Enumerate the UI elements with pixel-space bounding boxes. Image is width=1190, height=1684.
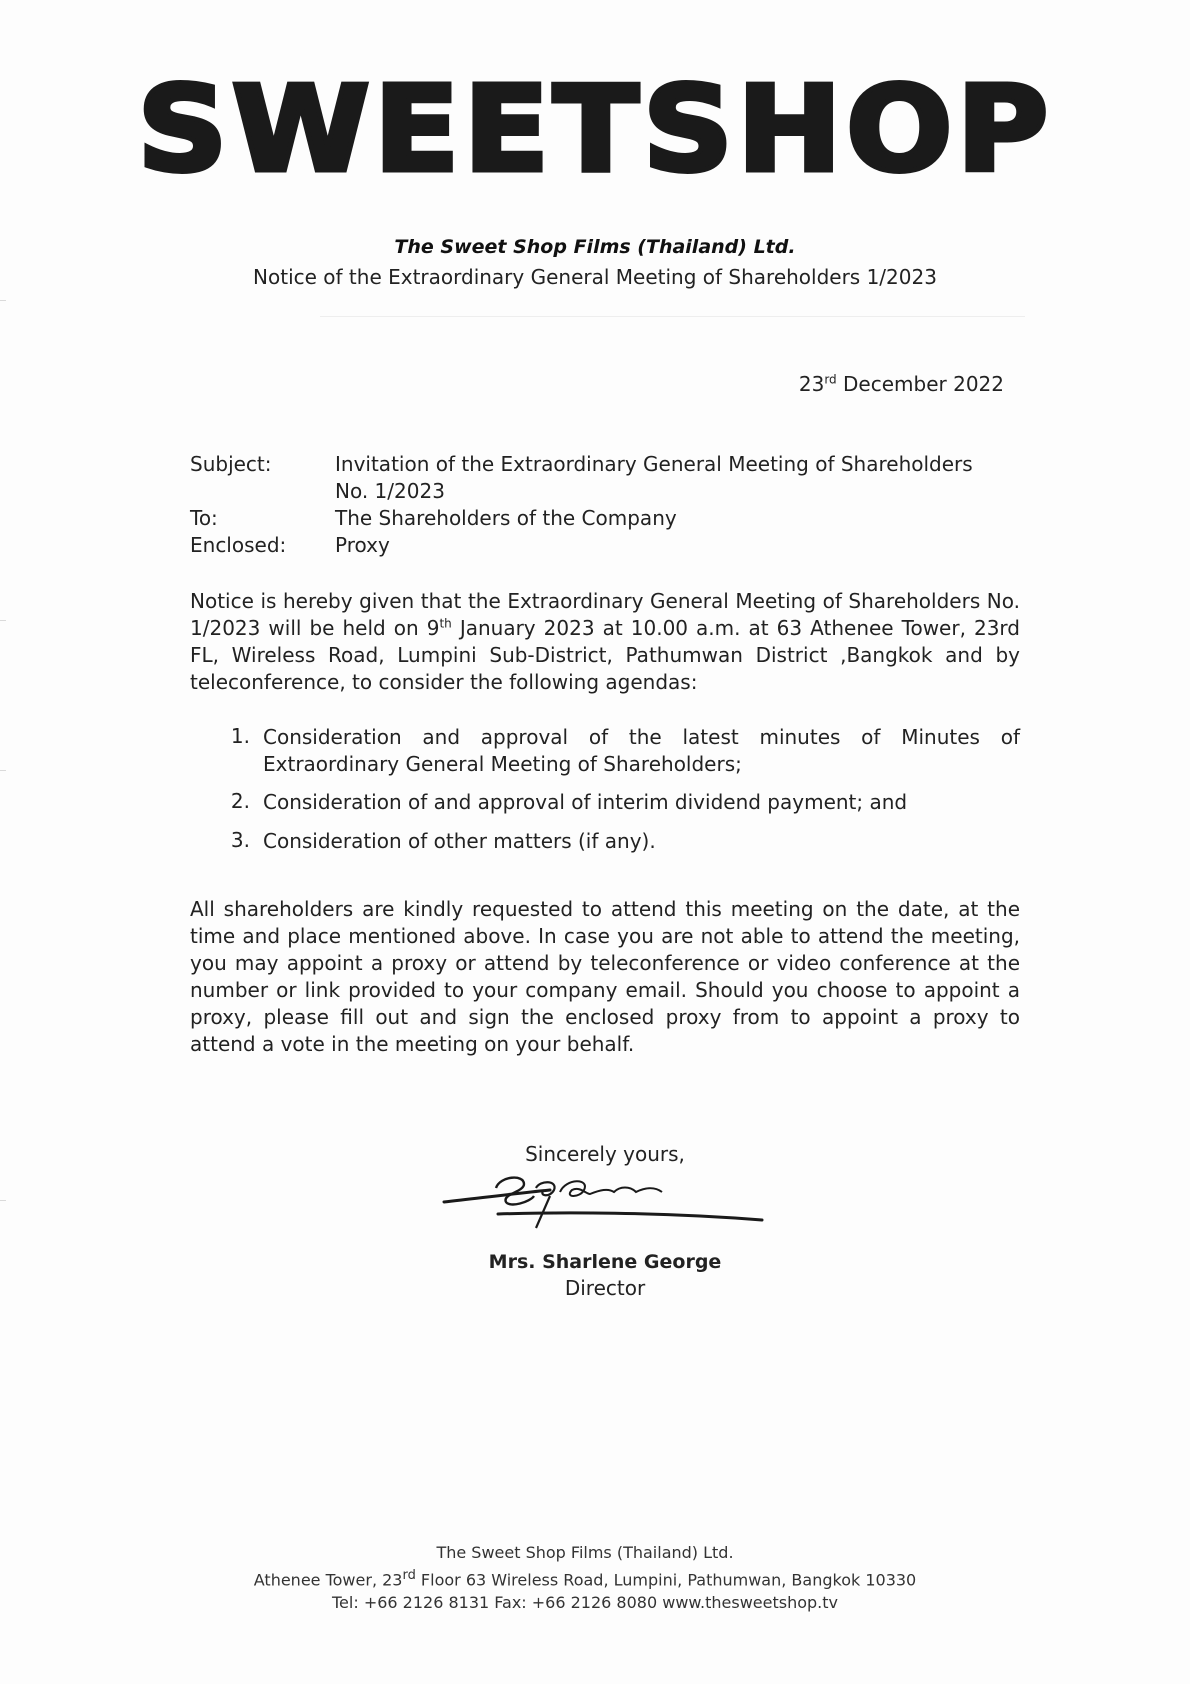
closing-paragraph: All shareholders are kindly requested to attend this meeting on the date, at the time and place mentioned above. In case you are not able to attend the meeting, you may appoint a proxy or attend by teleconference or video conference at the number or link provided to your company email. Should you choose to appoint a proxy, please fill out and sign the enclosed proxy from to appoint a proxy to attend a vote in the meeting on your behalf.: [190, 897, 1020, 1056]
agenda-number: 3.: [230, 828, 250, 852]
agenda-item: Consideration and approval of the latest minutes of Minutes of Extraordinary General Meeting of Shareholders;: [263, 725, 1020, 776]
enclosed-value: Proxy: [335, 533, 390, 557]
agenda-item: Consideration of and approval of interim dividend payment; and: [263, 790, 908, 814]
enclosed-label: Enclosed:: [190, 533, 287, 557]
scan-edge-mark: [0, 620, 6, 621]
scan-edge-mark: [0, 1200, 6, 1201]
footer-address-b: Floor 63 Wireless Road, Lumpini, Pathumwan, Bangkok 10330: [415, 1570, 917, 1590]
notice-part-2: January 2023 at 10.00 a.m. at 63 Athenee Tower, 23rd FL, Wireless Road, Lumpini Sub-District, Pathumwan District ,Bangkok and by teleconference, to consider the following agendas:: [190, 616, 1021, 694]
footer-address-sup: rd: [402, 1568, 416, 1583]
signatory-name: Mrs. Sharlene George: [488, 1251, 722, 1273]
agenda-number: 1.: [230, 724, 250, 748]
notice-sup: th: [439, 616, 452, 631]
date-rest: December 2022: [836, 372, 1004, 396]
date-suffix: rd: [824, 372, 837, 387]
footer-address: [0, 1568, 1170, 1589]
notice-paragraph: [190, 588, 1020, 696]
footer-contact: Tel: +66 2126 8131 Fax: +66 2126 8080 www.thesweetshop.tv: [332, 1593, 838, 1612]
salutation: Sincerely yours,: [525, 1142, 685, 1166]
notice-title: Notice of the Extraordinary General Meeting of Shareholders 1/2023: [253, 265, 937, 289]
agenda-number: 2.: [230, 789, 250, 813]
subject-line-2: No. 1/2023: [335, 479, 445, 503]
subject-label: Subject:: [190, 452, 272, 476]
signature-text: SGeorge: [440, 1168, 445, 1169]
scan-edge-mark: [0, 300, 6, 301]
letter-date: [799, 372, 1004, 396]
footer-company: The Sweet Shop Films (Thailand) Ltd.: [436, 1543, 734, 1562]
date-day: 23: [798, 372, 825, 396]
subject-line-1: Invitation of the Extraordinary General Meeting of Shareholders: [335, 452, 973, 476]
signatory-title: Director: [564, 1276, 646, 1300]
company-logo: SWEETSHOP: [137, 60, 1053, 198]
to-label: To:: [190, 506, 218, 530]
to-value: The Shareholders of the Company: [335, 506, 677, 530]
scan-edge-mark: [0, 770, 6, 771]
footer-address-a: Athenee Tower, 23: [253, 1570, 403, 1590]
notice-part-1: Notice is hereby given that the Extraordinary General Meeting of Shareholders No. 1/2023 will be held on 9: [190, 589, 1020, 640]
agenda-item: Consideration of other matters (if any).: [263, 829, 656, 853]
company-name: The Sweet Shop Films (Thailand) Ltd.: [394, 236, 796, 258]
header-divider: [320, 316, 1025, 317]
handwritten-signature: [440, 1168, 770, 1232]
